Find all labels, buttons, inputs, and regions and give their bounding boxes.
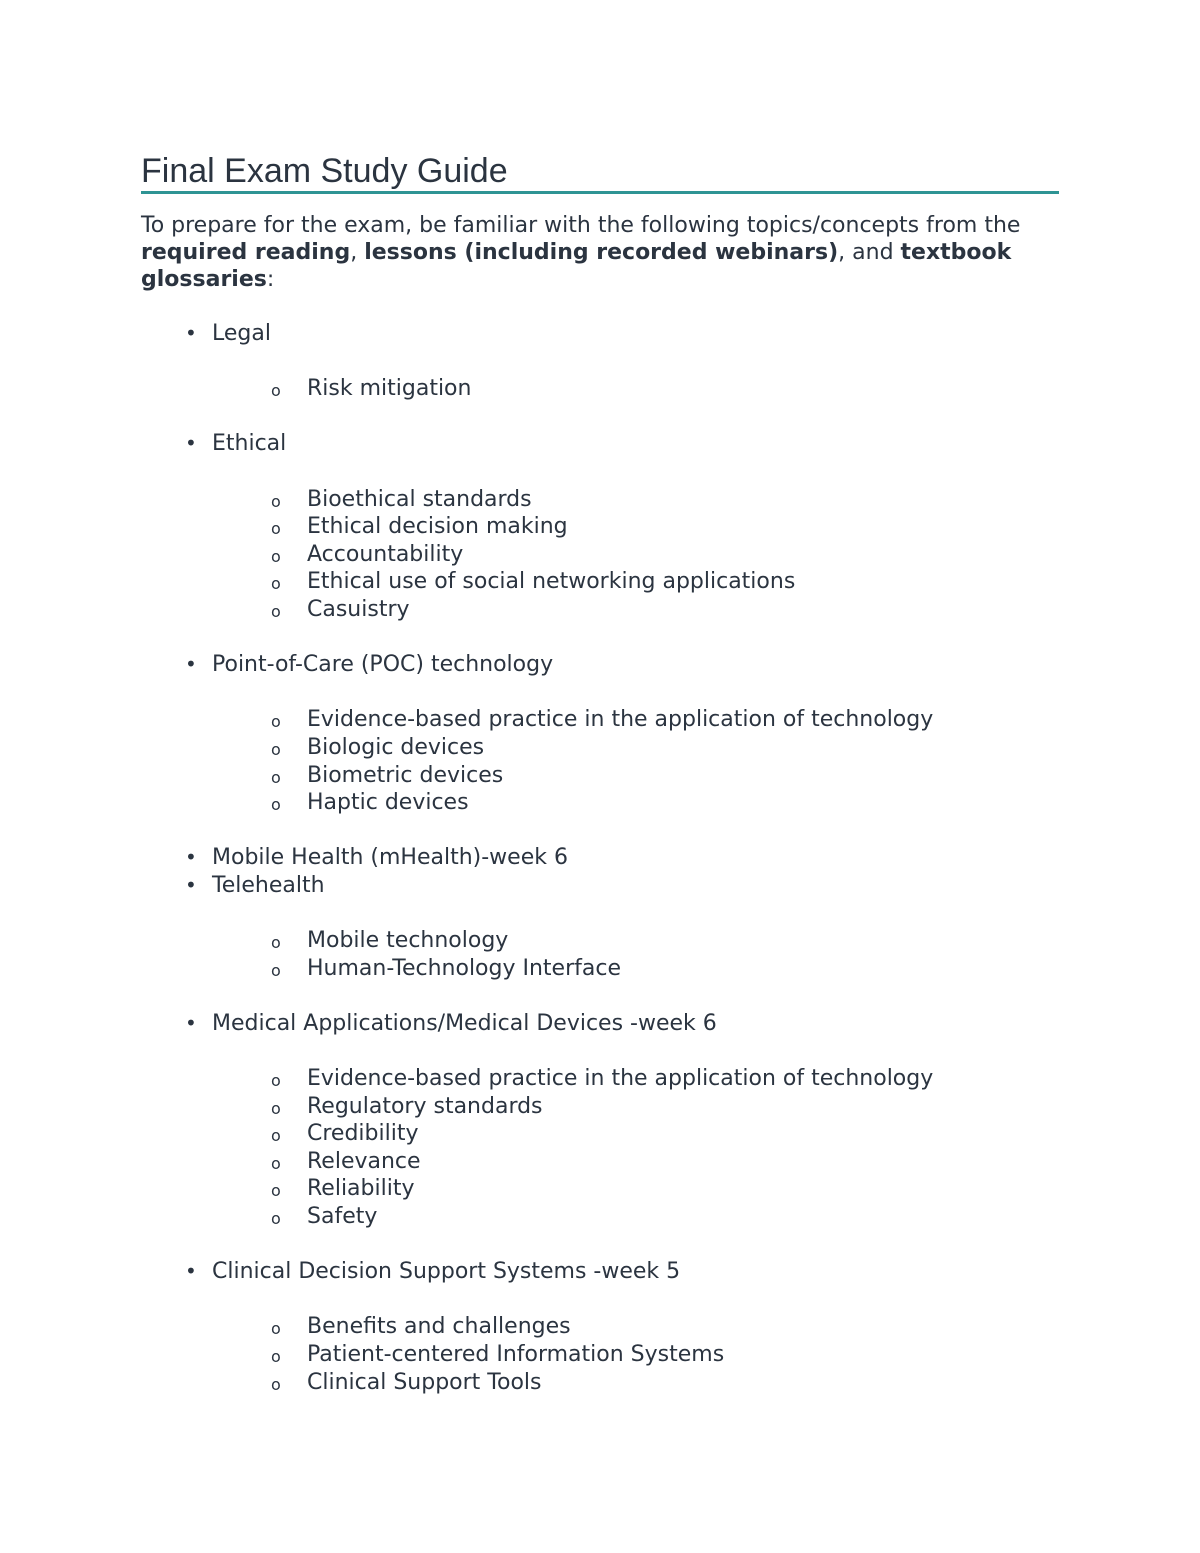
subtopic-label: Regulatory standards	[307, 1093, 543, 1119]
subtopic-item	[212, 1065, 1141, 1093]
subtopic-list	[212, 927, 1141, 982]
bullet-circle-icon: o	[271, 712, 281, 732]
bullet-circle-icon: o	[271, 1071, 281, 1091]
topic-label: Medical Applications/Medical Devices -week 6	[212, 1010, 717, 1036]
bullet-circle-icon: o	[271, 1181, 281, 1201]
subtopic-item	[212, 1148, 1141, 1176]
subtopic-label: Casuistry	[307, 596, 410, 622]
bullet-circle-icon: o	[271, 574, 281, 594]
topic-item	[141, 651, 1141, 817]
topic-label: Clinical Decision Support Systems -week 5	[212, 1259, 681, 1285]
subtopic-item	[212, 596, 1141, 624]
bullet-circle-icon: o	[271, 1374, 281, 1394]
intro-text-1: To prepare for the exam, be familiar with the following topics/concepts from the	[141, 213, 1021, 238]
bullet-circle-icon: o	[271, 519, 281, 539]
bullet-dot-icon: •	[185, 872, 197, 897]
topic-label: Mobile Health (mHealth)-week 6	[212, 845, 568, 871]
bullet-circle-icon: o	[271, 795, 281, 815]
intro-text-3: , and	[838, 240, 901, 265]
subtopic-label: Biometric devices	[307, 762, 504, 788]
topic-item	[141, 1010, 1141, 1231]
subtopic-label: Ethical decision making	[307, 514, 568, 540]
intro-text-2: ,	[350, 240, 365, 265]
subtopic-label: Credibility	[307, 1121, 419, 1147]
topic-item	[141, 430, 1141, 623]
bullet-circle-icon: o	[271, 739, 281, 759]
bullet-dot-icon: •	[185, 431, 197, 456]
subtopic-item	[212, 927, 1141, 955]
subtopic-list	[212, 1065, 1141, 1231]
subtopic-item	[212, 734, 1141, 762]
subtopic-item	[212, 1093, 1141, 1121]
subtopic-label: Haptic devices	[307, 790, 469, 816]
bullet-circle-icon: o	[271, 960, 281, 980]
subtopic-label: Human-Technology Interface	[307, 955, 621, 981]
subtopic-item	[212, 955, 1141, 983]
subtopic-label: Benefits and challenges	[307, 1314, 571, 1340]
bullet-circle-icon: o	[271, 491, 281, 511]
subtopic-item	[212, 1175, 1141, 1203]
subtopic-list	[212, 706, 1141, 816]
topic-item	[141, 844, 1141, 872]
subtopic-list	[212, 486, 1141, 624]
intro-bold-lessons: lessons (including recorded webinars)	[364, 240, 839, 265]
subtopic-label: Evidence-based practice in the application of technology	[307, 707, 934, 733]
subtopic-label: Patient-centered Information Systems	[307, 1341, 725, 1367]
subtopic-item	[212, 762, 1141, 790]
bullet-dot-icon: •	[185, 321, 197, 345]
bullet-circle-icon: o	[271, 1153, 281, 1173]
topic-label: Telehealth	[212, 872, 325, 898]
bullet-dot-icon: •	[185, 1259, 197, 1284]
bullet-dot-icon: •	[185, 845, 197, 870]
bullet-circle-icon: o	[271, 1346, 281, 1366]
topic-list	[141, 320, 1141, 1396]
intro-text-4: :	[266, 267, 275, 292]
subtopic-list	[212, 375, 1141, 403]
bullet-circle-icon: o	[271, 601, 281, 621]
bullet-circle-icon: o	[271, 1126, 281, 1146]
intro-paragraph	[141, 212, 1081, 293]
bullet-circle-icon: o	[271, 1319, 281, 1339]
intro-bold-required-reading: required reading	[141, 240, 351, 265]
topic-label: Legal	[212, 321, 271, 346]
subtopic-item	[212, 1369, 1141, 1397]
subtopic-item	[212, 1120, 1141, 1148]
subtopic-item	[212, 541, 1141, 569]
subtopic-label: Biologic devices	[307, 734, 485, 760]
page-title: Final Exam Study Guide	[141, 152, 508, 190]
bullet-dot-icon: •	[185, 652, 197, 677]
subtopic-label: Evidence-based practice in the application of technology	[307, 1066, 934, 1092]
subtopic-label: Safety	[307, 1204, 378, 1229]
bullet-circle-icon: o	[271, 546, 281, 566]
topic-item	[141, 872, 1141, 982]
subtopic-label: Clinical Support Tools	[307, 1369, 542, 1395]
title-underline	[141, 191, 1059, 194]
bullet-dot-icon: •	[185, 1010, 197, 1035]
topic-item	[141, 320, 1141, 403]
subtopic-label: Risk mitigation	[307, 376, 472, 402]
subtopic-item	[212, 1313, 1141, 1341]
bullet-circle-icon: o	[271, 381, 281, 401]
topic-label: Point-of-Care (POC) technology	[212, 652, 554, 678]
subtopic-item	[212, 789, 1141, 817]
subtopic-item	[212, 375, 1141, 403]
subtopic-label: Bioethical standards	[307, 486, 532, 512]
subtopic-item	[212, 1341, 1141, 1369]
subtopic-item	[212, 1203, 1141, 1231]
subtopic-label: Mobile technology	[307, 928, 509, 954]
bullet-circle-icon: o	[271, 767, 281, 787]
bullet-circle-icon: o	[271, 933, 281, 953]
subtopic-label: Relevance	[307, 1148, 421, 1174]
bullet-circle-icon: o	[271, 1098, 281, 1118]
subtopic-label: Accountability	[307, 541, 464, 567]
subtopic-item	[212, 486, 1141, 514]
intro-bold-glossaries: textbook glossaries	[141, 240, 1012, 292]
bullet-circle-icon: o	[271, 1209, 281, 1228]
subtopic-item	[212, 706, 1141, 734]
subtopic-list	[212, 1313, 1141, 1396]
subtopic-label: Ethical use of social networking applications	[307, 569, 796, 595]
subtopic-label: Reliability	[307, 1176, 415, 1202]
subtopic-item	[212, 568, 1141, 596]
topic-label: Ethical	[212, 431, 287, 457]
topic-item	[141, 1258, 1141, 1396]
subtopic-item	[212, 513, 1141, 541]
